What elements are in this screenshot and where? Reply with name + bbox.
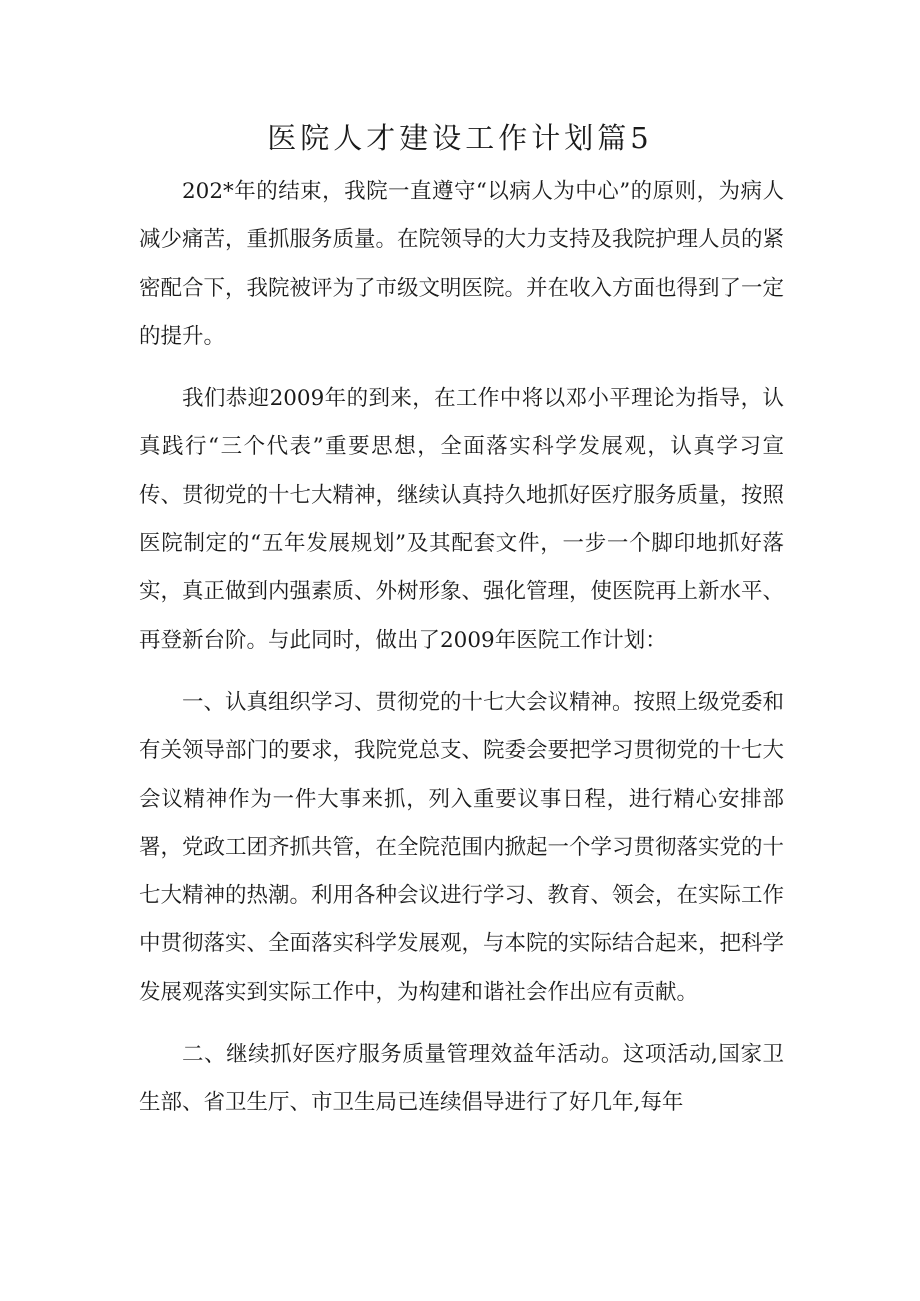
paragraph-2: 我们恭迎2009年的到来，在工作中将以邓小平理论为指导，认真践行“三个代表”重要思想，全面落实科学发展观，认真学习宣传、贯彻党的十七大精神，继续认真持久地抓好医疗服务质量，按照医院制定的“五年发展规划”及其配套文件，一步一个脚印地抓好落实，真正做到内强素质、外树形象、强化管理，使医院再上新水平、再登新台阶。与此同时，做出了2009年医院工作计划： — [139, 386, 785, 653]
paragraph-3: 一、认真组织学习、贯彻党的十七大会议精神。按照上级党委和有关领导部门的要求，我院党总支、院委会要把学习贯彻党的十七大会议精神作为一件大事来抓，列入重要议事日程，进行精心安排部署，党政工团齐抓共管，在全院范围内掀起一个学习贯彻落实党的十七大精神的热潮。利用各种会议进行学习、教育、领会，在实际工作中贯彻落实、全面落实科学发展观，与本院的实际结合起来，把科学发展观落实到实际工作中，为构建和谐社会作出应有贡献。 — [139, 689, 785, 1005]
document-body — [139, 168, 784, 1142]
document-title: 医院人才建设工作计划篇5 — [267, 121, 653, 155]
paragraph-4: 二、继续抓好医疗服务质量管理效益年活动。这项活动,国家卫生部、省卫生厅、市卫生局已连续倡导进行了好几年,每年 — [139, 1042, 784, 1116]
paragraph-1: 202*年的结束，我院一直遵守“以病人为中心”的原则，为病人减少痛苦，重抓服务质量。在院领导的大力支持及我院护理人员的紧密配合下，我院被评为了市级文明医院。并在收入方面也得到了一定的提升。 — [139, 179, 785, 349]
